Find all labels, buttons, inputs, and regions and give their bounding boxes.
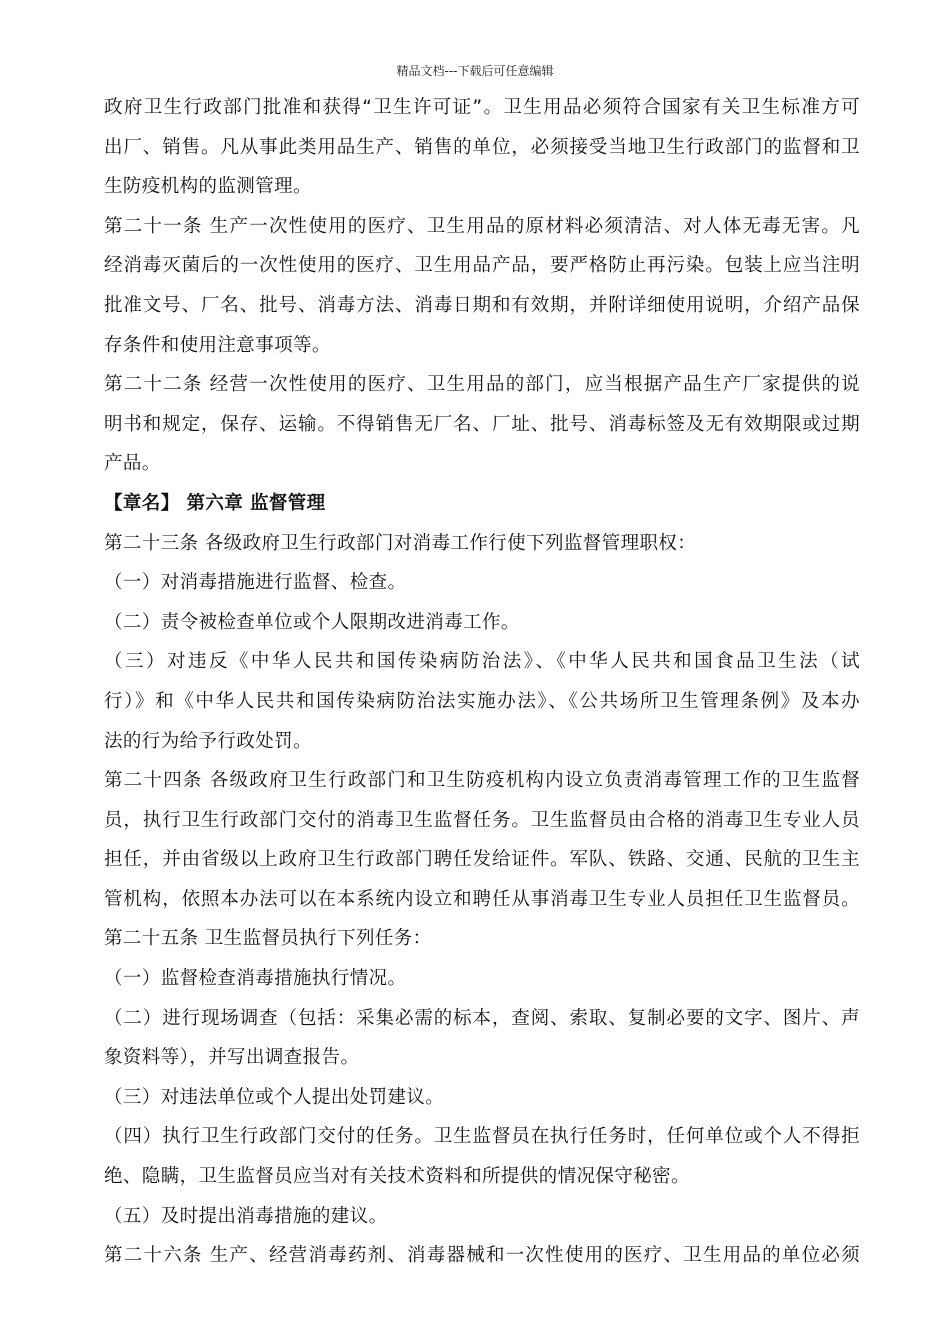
text-line: 法的行为给予行政处罚。 [104,730,312,752]
page-header: 精品文档---下载后可任意编辑 [396,64,554,78]
text-line: 象资料等），并写出调查报告。 [104,1047,360,1069]
text-line: 担任，并由省级以上政府卫生行政部门聘任发给证件。军队、铁路、交通、民航的卫生主 [104,849,860,871]
text-line: 产品。 [104,453,161,475]
text-line: 经消毒灭菌后的一次性使用的医疗、卫生用品产品，要严格防止再污染。包装上应当注明 [104,255,860,277]
text-line: 生防疫机构的监测管理。 [104,176,312,198]
text-line: 第二十六条 生产、经营消毒药剂、消毒器械和一次性使用的医疗、卫生用品的单位必须 [104,1245,860,1267]
text-line: （二）责令被检查单位或个人限期改进消毒工作。 [104,611,520,633]
text-line: 管机构，依照本办法可以在本系统内设立和聘任从事消毒卫生专业人员担任卫生监督员。 [104,888,860,910]
text-line: （三）对违法单位或个人提出处罚建议。 [104,1086,445,1108]
text-line: （一）监督检查消毒措施执行情况。 [104,968,407,990]
text-line: 行）》和《中华人民共和国传染病防治法实施办法》、《公共场所卫生管理条例》及本办 [104,690,860,712]
text-line: 存条件和使用注意事项等。 [104,334,331,356]
text-line: 第二十二条 经营一次性使用的医疗、卫生用品的部门，应当根据产品生产厂家提供的说 [104,374,860,396]
text-line: 明书和规定，保存、运输。不得销售无厂名、厂址、批号、消毒标签及无有效期限或过期 [104,413,860,435]
chapter-heading: 【章名】 第六章 监督管理 [104,492,326,514]
text-line: （一）对消毒措施进行监督、检查。 [104,572,407,594]
text-line: （五）及时提出消毒措施的建议。 [104,1205,388,1227]
text-line: 第二十一条 生产一次性使用的医疗、卫生用品的原材料必须清洁、对人体无毒无害。凡 [104,215,860,237]
text-line: 批准文号、厂名、批号、消毒方法、消毒日期和有效期，并附详细使用说明，介绍产品保 [104,294,860,316]
text-line: 第二十三条 各级政府卫生行政部门对消毒工作行使下列监督管理职权： [104,532,697,554]
text-line: 员，执行卫生行政部门交付的消毒卫生监督任务。卫生监督员由合格的消毒卫生专业人员 [104,809,860,831]
text-line: 第二十四条 各级政府卫生行政部门和卫生防疫机构内设立负责消毒管理工作的卫生监督 [104,770,860,792]
text-line: （四）执行卫生行政部门交付的任务。卫生监督员在执行任务时，任何单位或个人不得拒 [104,1126,860,1148]
text-line: 绝、隐瞒，卫生监督员应当对有关技术资料和所提供的情况保守秘密。 [104,1166,690,1188]
document-body [104,88,860,1276]
text-line: 政府卫生行政部门批准和获得“卫生许可证”。卫生用品必须符合国家有关卫生标准方可 [104,97,860,118]
text-line: （三）对违反《中华人民共和国传染病防治法》、《中华人民共和国食品卫生法（试 [104,651,860,673]
text-line: 第二十五条 卫生监督员执行下列任务： [104,928,432,950]
text-line: （二）进行现场调查（包括：采集必需的标本，查阅、索取、复制必要的文字、图片、声 [104,1007,860,1029]
text-line: 出厂、销售。凡从事此类用品生产、销售的单位，必须接受当地卫生行政部门的监督和卫 [104,136,860,158]
